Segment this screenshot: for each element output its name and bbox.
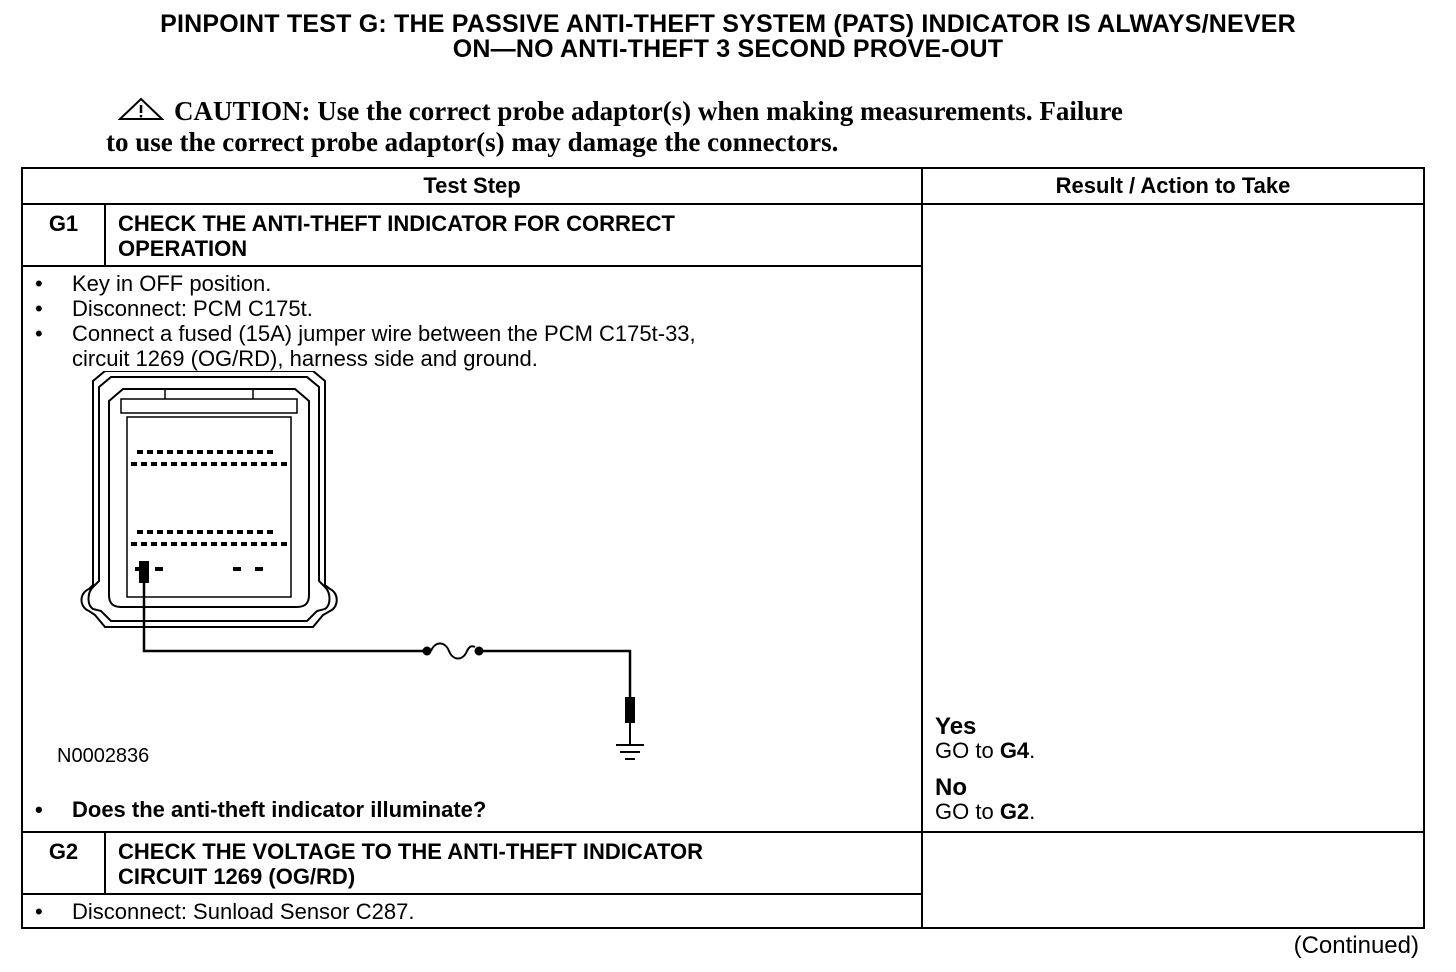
- goto-target-g4: G4: [999, 738, 1030, 763]
- result-cell-g2: [922, 832, 1424, 928]
- step-list-g2: [35, 899, 909, 924]
- step-title-g2: [105, 832, 922, 894]
- result-cell-g1: [922, 204, 1424, 832]
- step-title-g1-line-2: OPERATION: [118, 236, 248, 261]
- step-question-g1: [35, 797, 909, 822]
- list-item: circuit 1269 (OG/RD), harness side and ground.: [72, 346, 538, 371]
- goto-prefix: GO to: [935, 799, 1000, 824]
- step-body-g2: [22, 894, 922, 928]
- goto-suffix: .: [1029, 738, 1036, 763]
- fuse-icon: [431, 644, 475, 659]
- list-item: • Connect a fused (15A) jumper wire between the PCM C175t-33,: [35, 321, 909, 346]
- list-item: • Disconnect: PCM C175t.: [35, 296, 909, 321]
- header-result: Result / Action to Take: [922, 168, 1424, 204]
- list-item: • Does the anti-theft indicator illuminate?: [35, 797, 909, 822]
- pcm-connector-jumper-diagram: [35, 371, 735, 791]
- figure-id: N0002836: [57, 745, 150, 767]
- result-no-goto: [935, 799, 1035, 824]
- connector-diagram: [35, 371, 735, 791]
- caution-notice: [106, 96, 1336, 158]
- goto-target-g2: G2: [999, 799, 1030, 824]
- caution-line-2: to use the correct probe adaptor(s) may damage the connectors.: [106, 127, 839, 157]
- jumper-wire: [144, 583, 427, 651]
- step-list-g1: [35, 271, 909, 371]
- step-id-g1: G1: [22, 204, 105, 266]
- pin-rows: [131, 450, 287, 571]
- result-no-label: No: [935, 774, 968, 801]
- warning-triangle-icon: [118, 97, 164, 121]
- result-yes-goto: [935, 738, 1035, 763]
- pinpoint-test-table: [21, 167, 1425, 929]
- step-id-g2: G2: [22, 832, 105, 894]
- probe-tip: [139, 561, 149, 583]
- caution-line-1: CAUTION: Use the correct probe adaptor(s) when making measurements. Failure: [174, 96, 1123, 126]
- header-test-step: Test Step: [22, 168, 922, 204]
- list-item: • Key in OFF position.: [35, 271, 909, 296]
- ground-icon: [616, 745, 644, 759]
- result-yes-label: Yes: [935, 713, 977, 740]
- result-yes: [935, 715, 1035, 763]
- step-title-g1: [105, 204, 922, 266]
- step-body-g1: [22, 266, 922, 832]
- result-no: [935, 776, 1035, 824]
- step-title-g2-line-2: CIRCUIT 1269 (OG/RD): [118, 864, 356, 889]
- list-item: • Disconnect: Sunload Sensor C287.: [35, 899, 909, 924]
- title-line-1: PINPOINT TEST G: THE PASSIVE ANTI-THEFT SYSTEM (PATS) INDICATOR IS ALWAYS/NEVER: [160, 10, 1296, 38]
- step-title-g1-line-1: CHECK THE ANTI-THEFT INDICATOR FOR CORRECT: [118, 211, 675, 236]
- goto-suffix: .: [1029, 799, 1036, 824]
- page-title: [40, 12, 1416, 62]
- ground-probe: [625, 697, 635, 723]
- goto-prefix: GO to: [935, 738, 1000, 763]
- step-title-g2-line-1: CHECK THE VOLTAGE TO THE ANTI-THEFT INDICATOR: [118, 839, 704, 864]
- continued-label: (Continued): [1293, 932, 1419, 959]
- title-line-2: ON—NO ANTI-THEFT 3 SECOND PROVE-OUT: [452, 35, 1004, 63]
